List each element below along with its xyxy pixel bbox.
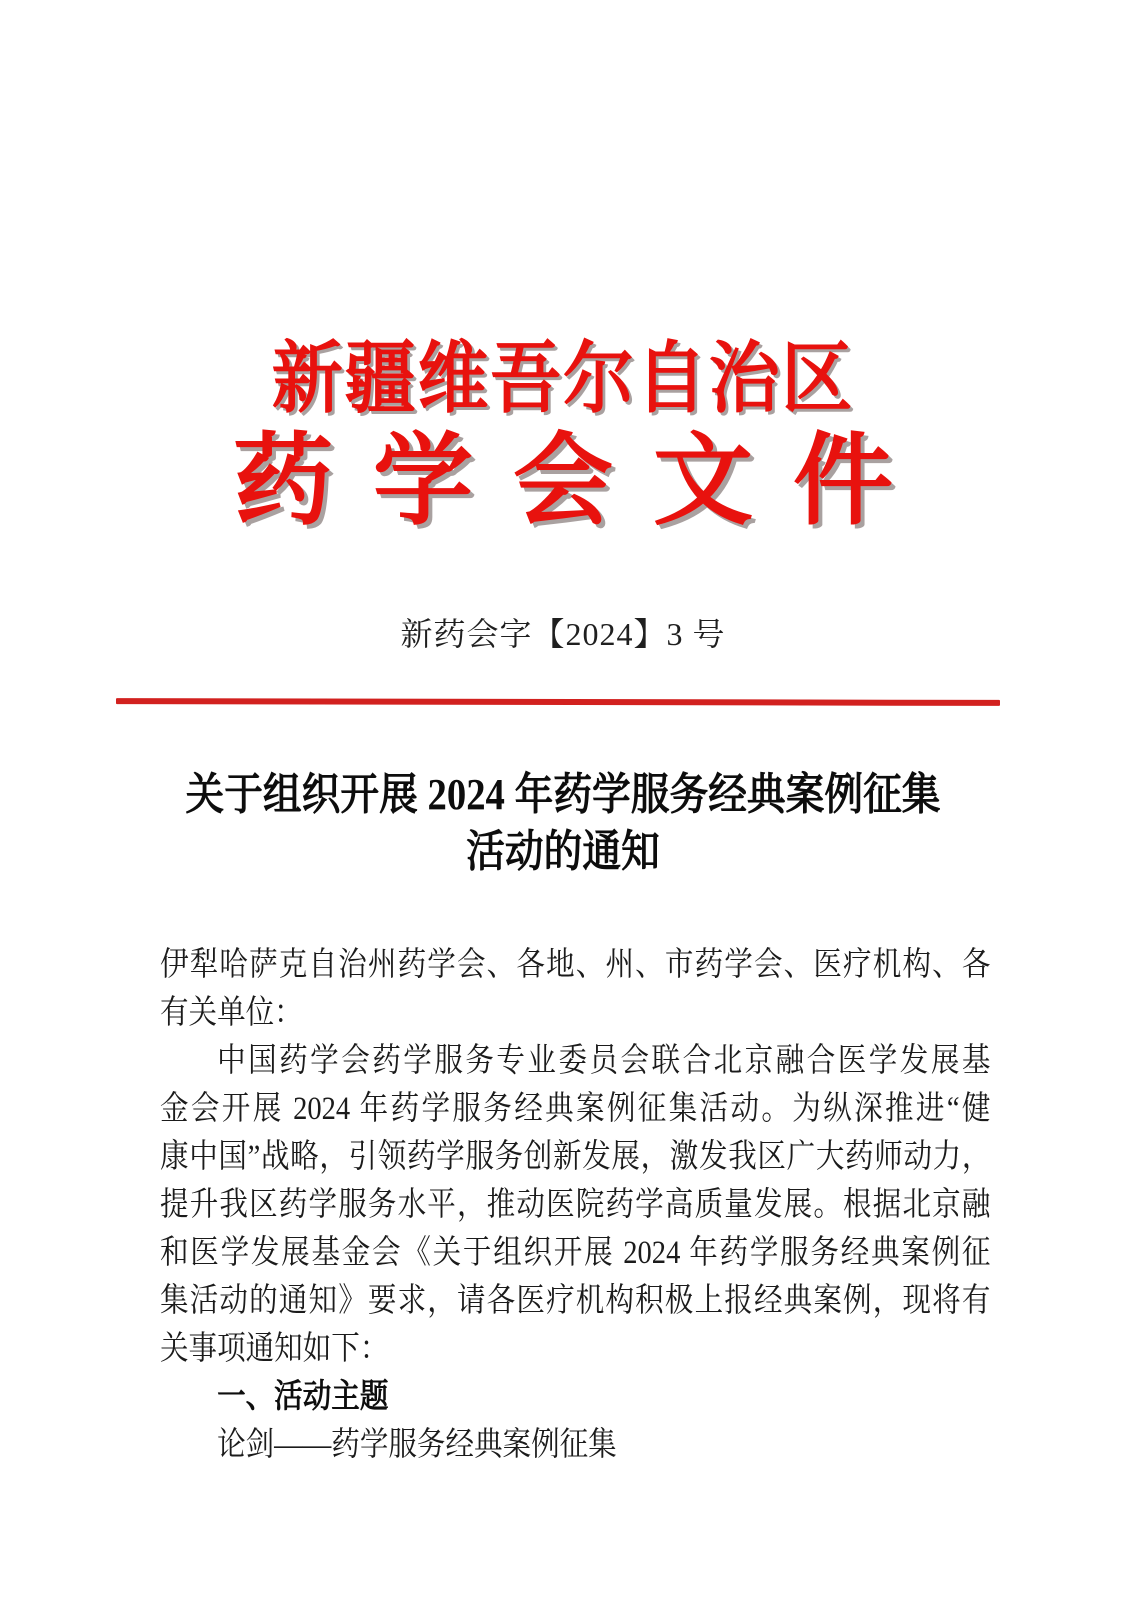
body-line-paragraph: 康中国”战略，引领药学服务创新发展，激发我区广大药师动力， (160, 1139, 991, 1175)
body-line-section-heading: 一、活动主题 (217, 1379, 389, 1415)
red-divider-line (116, 698, 1000, 706)
notice-title-line2: 活动的通知 (466, 827, 660, 876)
document-number: 新药会字【2024】3 号 (400, 616, 726, 652)
letterhead-region-line: 新疆维吾尔自治区 (271, 335, 855, 422)
body-line-paragraph: 中国药学会药学服务专业委员会联合北京融合医学发展基 (217, 1043, 991, 1079)
body-line-salutation-1: 伊犁哈萨克自治州药学会、各地、州、市药学会、医疗机构、各 (160, 947, 991, 983)
body-line-salutation-2: 有关单位： (160, 995, 303, 1031)
body-line-paragraph: 关事项通知如下： (160, 1331, 389, 1367)
body-line-paragraph: 集活动的通知》要求，请各医疗机构积极上报经典案例，现将有 (160, 1283, 991, 1319)
body-line-theme: 论剑——药学服务经典案例征集 (217, 1427, 617, 1463)
notice-body (160, 941, 990, 1469)
notice-title-line1: 关于组织开展 2024 年药学服务经典案例征集 (185, 770, 941, 819)
body-line-paragraph: 金会开展 2024 年药学服务经典案例征集活动。为纵深推进“健 (160, 1091, 991, 1127)
notice-title (68, 766, 1059, 880)
body-line-paragraph: 和医学发展基金会《关于组织开展 2024 年药学服务经典案例征 (160, 1235, 991, 1271)
body-line-paragraph: 提升我区药学服务水平，推动医院药学高质量发展。根据北京融 (160, 1187, 991, 1223)
letterhead-org-document-line: 药学会文件 (233, 426, 933, 537)
